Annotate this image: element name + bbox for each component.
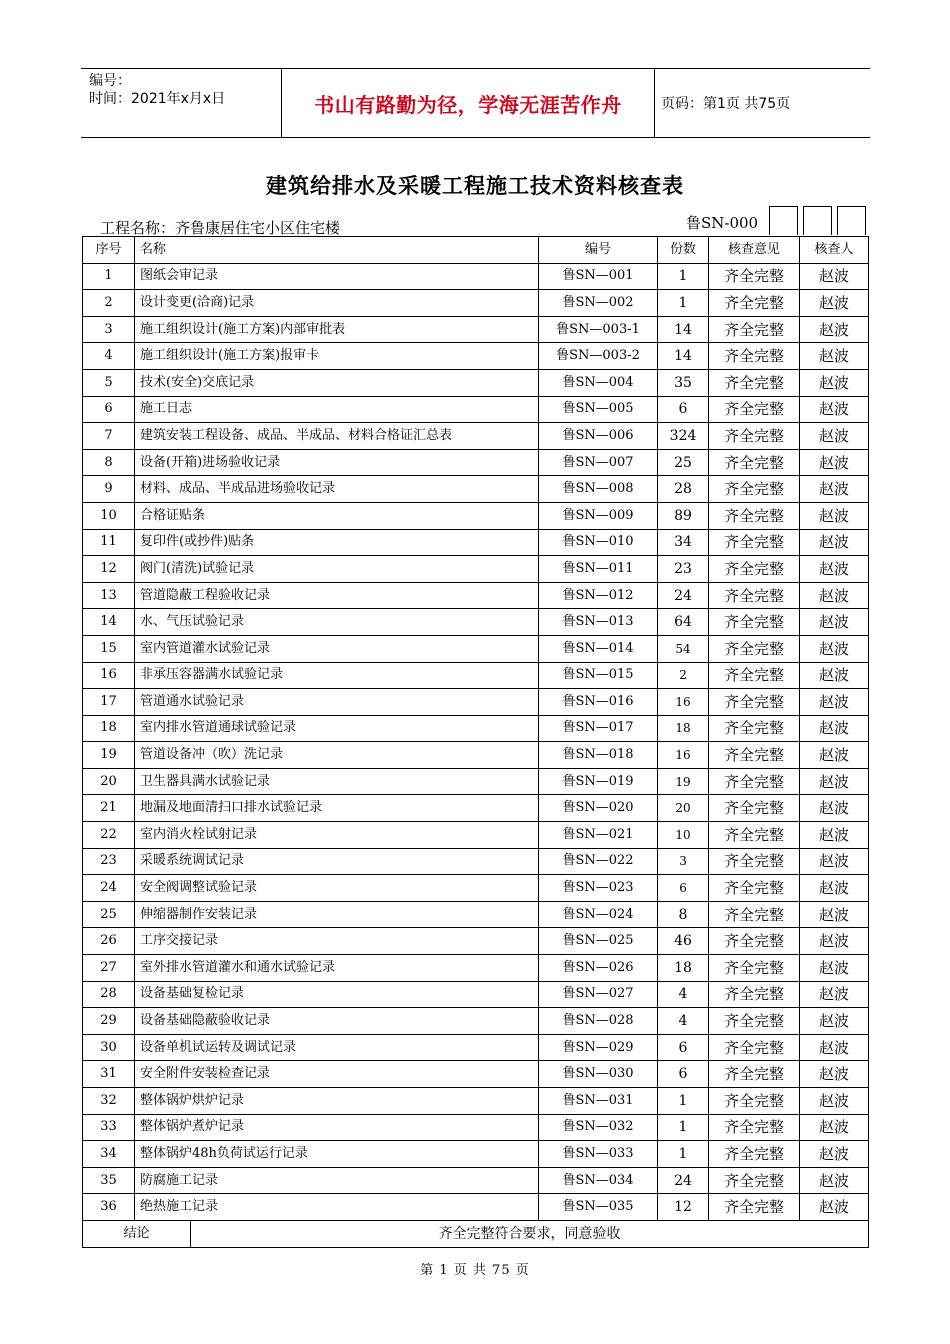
col-header-seq: 序号 bbox=[83, 237, 135, 264]
row-opinion: 齐全完整 bbox=[709, 449, 800, 476]
row-checker: 赵波 bbox=[800, 1141, 869, 1168]
row-count: 1 bbox=[658, 290, 709, 317]
row-num: 鲁SN—014 bbox=[539, 635, 658, 662]
row-num: 鲁SN—026 bbox=[539, 955, 658, 982]
row-count: 6 bbox=[658, 875, 709, 902]
row-seq: 8 bbox=[83, 449, 135, 476]
header-info bbox=[81, 69, 281, 137]
row-count: 64 bbox=[658, 609, 709, 636]
row-opinion: 齐全完整 bbox=[709, 502, 800, 529]
row-num: 鲁SN—016 bbox=[539, 689, 658, 716]
row-num: 鲁SN—003-2 bbox=[539, 343, 658, 370]
row-name: 设计变更(洽商)记录 bbox=[135, 290, 539, 317]
table-row bbox=[83, 369, 869, 396]
table-row bbox=[83, 742, 869, 769]
row-count: 28 bbox=[658, 476, 709, 503]
row-opinion: 齐全完整 bbox=[709, 556, 800, 583]
table-row bbox=[83, 343, 869, 370]
row-seq: 23 bbox=[83, 848, 135, 875]
row-checker: 赵波 bbox=[800, 822, 869, 849]
row-num: 鲁SN—004 bbox=[539, 369, 658, 396]
row-seq: 25 bbox=[83, 901, 135, 928]
table-row bbox=[83, 928, 869, 955]
row-name: 施工组织设计(施工方案)内部审批表 bbox=[135, 316, 539, 343]
row-seq: 6 bbox=[83, 396, 135, 423]
row-num: 鲁SN—018 bbox=[539, 742, 658, 769]
table-row bbox=[83, 715, 869, 742]
row-count: 12 bbox=[658, 1194, 709, 1221]
table-row bbox=[83, 290, 869, 317]
table-row bbox=[83, 955, 869, 982]
table-row bbox=[83, 449, 869, 476]
row-opinion: 齐全完整 bbox=[709, 795, 800, 822]
row-opinion: 齐全完整 bbox=[709, 1141, 800, 1168]
row-name: 合格证贴条 bbox=[135, 502, 539, 529]
row-seq: 29 bbox=[83, 1008, 135, 1035]
col-header-name: 名称 bbox=[135, 237, 539, 264]
row-num: 鲁SN—010 bbox=[539, 529, 658, 556]
row-name: 设备单机试运转及调试记录 bbox=[135, 1034, 539, 1061]
row-seq: 27 bbox=[83, 955, 135, 982]
row-name: 整体锅炉48h负荷试运行记录 bbox=[135, 1141, 539, 1168]
row-checker: 赵波 bbox=[800, 1008, 869, 1035]
row-opinion: 齐全完整 bbox=[709, 1194, 800, 1221]
row-name: 工序交接记录 bbox=[135, 928, 539, 955]
row-count: 14 bbox=[658, 316, 709, 343]
row-name: 施工组织设计(施工方案)报审卡 bbox=[135, 343, 539, 370]
row-checker: 赵波 bbox=[800, 263, 869, 290]
table-row bbox=[83, 689, 869, 716]
page-footer: 第 1 页 共 75 页 bbox=[420, 1263, 530, 1278]
row-name: 非承压容器满水试验记录 bbox=[135, 662, 539, 689]
row-num: 鲁SN—003-1 bbox=[539, 316, 658, 343]
row-seq: 19 bbox=[83, 742, 135, 769]
row-opinion: 齐全完整 bbox=[709, 423, 800, 450]
row-opinion: 齐全完整 bbox=[709, 742, 800, 769]
row-num: 鲁SN—025 bbox=[539, 928, 658, 955]
row-num: 鲁SN—023 bbox=[539, 875, 658, 902]
row-name: 室内排水管道通球试验记录 bbox=[135, 715, 539, 742]
row-count: 46 bbox=[658, 928, 709, 955]
row-num: 鲁SN—034 bbox=[539, 1167, 658, 1194]
row-seq: 2 bbox=[83, 290, 135, 317]
row-opinion: 齐全完整 bbox=[709, 768, 800, 795]
row-seq: 33 bbox=[83, 1114, 135, 1141]
table-body bbox=[83, 263, 869, 1220]
table-header-row bbox=[83, 237, 869, 264]
row-num: 鲁SN—015 bbox=[539, 662, 658, 689]
conclusion-text: 齐全完整符合要求，同意验收 bbox=[191, 1220, 869, 1247]
row-count: 19 bbox=[658, 768, 709, 795]
row-checker: 赵波 bbox=[800, 449, 869, 476]
table-row bbox=[83, 1061, 869, 1088]
row-opinion: 齐全完整 bbox=[709, 609, 800, 636]
code-box bbox=[769, 206, 798, 235]
row-seq: 13 bbox=[83, 582, 135, 609]
row-seq: 3 bbox=[83, 316, 135, 343]
row-count: 3 bbox=[658, 848, 709, 875]
row-name: 管道通水试验记录 bbox=[135, 689, 539, 716]
row-seq: 35 bbox=[83, 1167, 135, 1194]
row-name: 防腐施工记录 bbox=[135, 1167, 539, 1194]
row-seq: 31 bbox=[83, 1061, 135, 1088]
table-row bbox=[83, 768, 869, 795]
row-checker: 赵波 bbox=[800, 928, 869, 955]
row-name: 室内管道灌水试验记录 bbox=[135, 635, 539, 662]
row-checker: 赵波 bbox=[800, 1114, 869, 1141]
row-name: 管道设备冲（吹）洗记录 bbox=[135, 742, 539, 769]
row-checker: 赵波 bbox=[800, 689, 869, 716]
row-seq: 21 bbox=[83, 795, 135, 822]
row-checker: 赵波 bbox=[800, 476, 869, 503]
row-opinion: 齐全完整 bbox=[709, 689, 800, 716]
table-row bbox=[83, 981, 869, 1008]
table-row bbox=[83, 635, 869, 662]
col-header-num: 编号 bbox=[539, 237, 658, 264]
table-row bbox=[83, 316, 869, 343]
row-count: 23 bbox=[658, 556, 709, 583]
page-number: 页码：第1页 共75页 bbox=[661, 96, 791, 112]
row-name: 水、气压试验记录 bbox=[135, 609, 539, 636]
row-opinion: 齐全完整 bbox=[709, 476, 800, 503]
row-num: 鲁SN—030 bbox=[539, 1061, 658, 1088]
row-count: 89 bbox=[658, 502, 709, 529]
row-count: 4 bbox=[658, 1008, 709, 1035]
row-seq: 28 bbox=[83, 981, 135, 1008]
table-row bbox=[83, 1008, 869, 1035]
row-count: 24 bbox=[658, 1167, 709, 1194]
row-name: 建筑安装工程设备、成品、半成品、材料合格证汇总表 bbox=[135, 423, 539, 450]
row-opinion: 齐全完整 bbox=[709, 1167, 800, 1194]
table-row bbox=[83, 529, 869, 556]
row-num: 鲁SN—028 bbox=[539, 1008, 658, 1035]
row-num: 鲁SN—020 bbox=[539, 795, 658, 822]
row-name: 技术(安全)交底记录 bbox=[135, 369, 539, 396]
row-count: 18 bbox=[658, 955, 709, 982]
row-seq: 18 bbox=[83, 715, 135, 742]
row-name: 安全阀调整试验记录 bbox=[135, 875, 539, 902]
table-row bbox=[83, 582, 869, 609]
row-count: 8 bbox=[658, 901, 709, 928]
row-seq: 26 bbox=[83, 928, 135, 955]
row-checker: 赵波 bbox=[800, 556, 869, 583]
row-num: 鲁SN—012 bbox=[539, 582, 658, 609]
row-opinion: 齐全完整 bbox=[709, 1034, 800, 1061]
row-opinion: 齐全完整 bbox=[709, 901, 800, 928]
row-num: 鲁SN—007 bbox=[539, 449, 658, 476]
row-opinion: 齐全完整 bbox=[709, 875, 800, 902]
row-name: 安全附件安装检查记录 bbox=[135, 1061, 539, 1088]
row-seq: 11 bbox=[83, 529, 135, 556]
conclusion-label: 结论 bbox=[83, 1220, 191, 1247]
table-row bbox=[83, 1114, 869, 1141]
row-checker: 赵波 bbox=[800, 369, 869, 396]
row-opinion: 齐全完整 bbox=[709, 822, 800, 849]
row-count: 20 bbox=[658, 795, 709, 822]
row-num: 鲁SN—031 bbox=[539, 1088, 658, 1115]
row-name: 整体锅炉烘炉记录 bbox=[135, 1088, 539, 1115]
table-row bbox=[83, 1034, 869, 1061]
row-name: 设备基础隐蔽验收记录 bbox=[135, 1008, 539, 1035]
row-num: 鲁SN—002 bbox=[539, 290, 658, 317]
row-opinion: 齐全完整 bbox=[709, 1114, 800, 1141]
row-checker: 赵波 bbox=[800, 1194, 869, 1221]
row-num: 鲁SN—021 bbox=[539, 822, 658, 849]
row-num: 鲁SN—032 bbox=[539, 1114, 658, 1141]
row-checker: 赵波 bbox=[800, 901, 869, 928]
row-num: 鲁SN—017 bbox=[539, 715, 658, 742]
row-count: 16 bbox=[658, 742, 709, 769]
row-seq: 10 bbox=[83, 502, 135, 529]
row-num: 鲁SN—001 bbox=[539, 263, 658, 290]
row-num: 鲁SN—024 bbox=[539, 901, 658, 928]
row-seq: 7 bbox=[83, 423, 135, 450]
row-checker: 赵波 bbox=[800, 635, 869, 662]
row-name: 复印件(或抄件)贴条 bbox=[135, 529, 539, 556]
row-count: 1 bbox=[658, 1114, 709, 1141]
row-name: 室外排水管道灌水和通水试验记录 bbox=[135, 955, 539, 982]
col-header-opinion: 核查意见 bbox=[709, 237, 800, 264]
row-checker: 赵波 bbox=[800, 1088, 869, 1115]
table-row bbox=[83, 875, 869, 902]
row-opinion: 齐全完整 bbox=[709, 1061, 800, 1088]
row-count: 10 bbox=[658, 822, 709, 849]
row-checker: 赵波 bbox=[800, 423, 869, 450]
row-opinion: 齐全完整 bbox=[709, 1088, 800, 1115]
row-count: 1 bbox=[658, 1088, 709, 1115]
row-count: 6 bbox=[658, 1034, 709, 1061]
row-num: 鲁SN—033 bbox=[539, 1141, 658, 1168]
document-title: 建筑给排水及采暖工程施工技术资料核查表 bbox=[266, 174, 684, 198]
row-seq: 34 bbox=[83, 1141, 135, 1168]
row-count: 1 bbox=[658, 1141, 709, 1168]
table-row bbox=[83, 901, 869, 928]
row-count: 25 bbox=[658, 449, 709, 476]
row-name: 卫生器具满水试验记录 bbox=[135, 768, 539, 795]
row-opinion: 齐全完整 bbox=[709, 582, 800, 609]
row-num: 鲁SN—022 bbox=[539, 848, 658, 875]
row-name: 地漏及地面清扫口排水试验记录 bbox=[135, 795, 539, 822]
row-name: 阀门(清洗)试验记录 bbox=[135, 556, 539, 583]
row-num: 鲁SN—013 bbox=[539, 609, 658, 636]
row-checker: 赵波 bbox=[800, 290, 869, 317]
row-checker: 赵波 bbox=[800, 316, 869, 343]
row-checker: 赵波 bbox=[800, 768, 869, 795]
table-row bbox=[83, 263, 869, 290]
row-checker: 赵波 bbox=[800, 795, 869, 822]
row-checker: 赵波 bbox=[800, 529, 869, 556]
checklist-table bbox=[82, 236, 869, 1248]
row-opinion: 齐全完整 bbox=[709, 635, 800, 662]
table-row bbox=[83, 795, 869, 822]
table-row bbox=[83, 1141, 869, 1168]
row-name: 施工日志 bbox=[135, 396, 539, 423]
row-opinion: 齐全完整 bbox=[709, 1008, 800, 1035]
row-count: 1 bbox=[658, 263, 709, 290]
table-row bbox=[83, 423, 869, 450]
row-name: 伸缩器制作安装记录 bbox=[135, 901, 539, 928]
row-seq: 32 bbox=[83, 1088, 135, 1115]
row-count: 35 bbox=[658, 369, 709, 396]
row-count: 4 bbox=[658, 981, 709, 1008]
conclusion-row bbox=[83, 1220, 869, 1247]
row-num: 鲁SN—035 bbox=[539, 1194, 658, 1221]
row-checker: 赵波 bbox=[800, 502, 869, 529]
row-name: 设备基础复检记录 bbox=[135, 981, 539, 1008]
row-name: 绝热施工记录 bbox=[135, 1194, 539, 1221]
row-count: 34 bbox=[658, 529, 709, 556]
row-count: 2 bbox=[658, 662, 709, 689]
row-checker: 赵波 bbox=[800, 396, 869, 423]
row-opinion: 齐全完整 bbox=[709, 981, 800, 1008]
row-checker: 赵波 bbox=[800, 875, 869, 902]
row-name: 管道隐蔽工程验收记录 bbox=[135, 582, 539, 609]
row-name: 设备(开箱)进场验收记录 bbox=[135, 449, 539, 476]
col-header-count: 份数 bbox=[658, 237, 709, 264]
row-opinion: 齐全完整 bbox=[709, 928, 800, 955]
row-checker: 赵波 bbox=[800, 955, 869, 982]
row-num: 鲁SN—011 bbox=[539, 556, 658, 583]
code-box bbox=[803, 206, 832, 235]
row-num: 鲁SN—008 bbox=[539, 476, 658, 503]
row-seq: 24 bbox=[83, 875, 135, 902]
row-seq: 17 bbox=[83, 689, 135, 716]
row-opinion: 齐全完整 bbox=[709, 529, 800, 556]
table-row bbox=[83, 1167, 869, 1194]
row-checker: 赵波 bbox=[800, 662, 869, 689]
col-header-checker: 核查人 bbox=[800, 237, 869, 264]
row-opinion: 齐全完整 bbox=[709, 396, 800, 423]
row-checker: 赵波 bbox=[800, 609, 869, 636]
number-label: 编号： bbox=[89, 73, 131, 89]
row-count: 324 bbox=[658, 423, 709, 450]
row-opinion: 齐全完整 bbox=[709, 343, 800, 370]
row-checker: 赵波 bbox=[800, 582, 869, 609]
row-opinion: 齐全完整 bbox=[709, 715, 800, 742]
row-checker: 赵波 bbox=[800, 715, 869, 742]
row-checker: 赵波 bbox=[800, 1034, 869, 1061]
row-checker: 赵波 bbox=[800, 1061, 869, 1088]
row-opinion: 齐全完整 bbox=[709, 263, 800, 290]
row-seq: 1 bbox=[83, 263, 135, 290]
row-count: 14 bbox=[658, 343, 709, 370]
row-opinion: 齐全完整 bbox=[709, 662, 800, 689]
row-count: 18 bbox=[658, 715, 709, 742]
row-count: 24 bbox=[658, 582, 709, 609]
row-opinion: 齐全完整 bbox=[709, 848, 800, 875]
page-header bbox=[81, 68, 870, 138]
table-row bbox=[83, 848, 869, 875]
row-seq: 36 bbox=[83, 1194, 135, 1221]
row-count: 54 bbox=[658, 635, 709, 662]
row-num: 鲁SN—019 bbox=[539, 768, 658, 795]
row-opinion: 齐全完整 bbox=[709, 290, 800, 317]
row-opinion: 齐全完整 bbox=[709, 316, 800, 343]
row-name: 整体锅炉煮炉记录 bbox=[135, 1114, 539, 1141]
table-row bbox=[83, 1194, 869, 1221]
row-num: 鲁SN—027 bbox=[539, 981, 658, 1008]
row-seq: 15 bbox=[83, 635, 135, 662]
row-checker: 赵波 bbox=[800, 343, 869, 370]
row-seq: 30 bbox=[83, 1034, 135, 1061]
table-row bbox=[83, 556, 869, 583]
date-text: 时间：2021年x月x日 bbox=[89, 91, 226, 107]
row-name: 图纸会审记录 bbox=[135, 263, 539, 290]
table-row bbox=[83, 822, 869, 849]
row-checker: 赵波 bbox=[800, 848, 869, 875]
row-name: 采暖系统调试记录 bbox=[135, 848, 539, 875]
table-row bbox=[83, 396, 869, 423]
table-row bbox=[83, 502, 869, 529]
row-name: 材料、成品、半成品进场验收记录 bbox=[135, 476, 539, 503]
row-count: 6 bbox=[658, 1061, 709, 1088]
row-seq: 9 bbox=[83, 476, 135, 503]
row-num: 鲁SN—009 bbox=[539, 502, 658, 529]
code-box bbox=[837, 206, 866, 235]
project-name: 工程名称：齐鲁康居住宅小区住宅楼 bbox=[100, 219, 341, 237]
table-row bbox=[83, 609, 869, 636]
row-seq: 4 bbox=[83, 343, 135, 370]
row-count: 6 bbox=[658, 396, 709, 423]
row-seq: 22 bbox=[83, 822, 135, 849]
row-opinion: 齐全完整 bbox=[709, 955, 800, 982]
row-count: 16 bbox=[658, 689, 709, 716]
table-row bbox=[83, 662, 869, 689]
document-code: 鲁SN-000 bbox=[686, 214, 759, 232]
table-row bbox=[83, 476, 869, 503]
row-seq: 5 bbox=[83, 369, 135, 396]
row-name: 室内消火栓试射记录 bbox=[135, 822, 539, 849]
row-seq: 20 bbox=[83, 768, 135, 795]
row-num: 鲁SN—005 bbox=[539, 396, 658, 423]
row-checker: 赵波 bbox=[800, 742, 869, 769]
row-seq: 14 bbox=[83, 609, 135, 636]
row-opinion: 齐全完整 bbox=[709, 369, 800, 396]
row-seq: 12 bbox=[83, 556, 135, 583]
motto: 书山有路勤为径，学海无涯苦作舟 bbox=[281, 69, 655, 137]
row-checker: 赵波 bbox=[800, 981, 869, 1008]
row-num: 鲁SN—029 bbox=[539, 1034, 658, 1061]
row-seq: 16 bbox=[83, 662, 135, 689]
row-checker: 赵波 bbox=[800, 1167, 869, 1194]
row-num: 鲁SN—006 bbox=[539, 423, 658, 450]
table-row bbox=[83, 1088, 869, 1115]
